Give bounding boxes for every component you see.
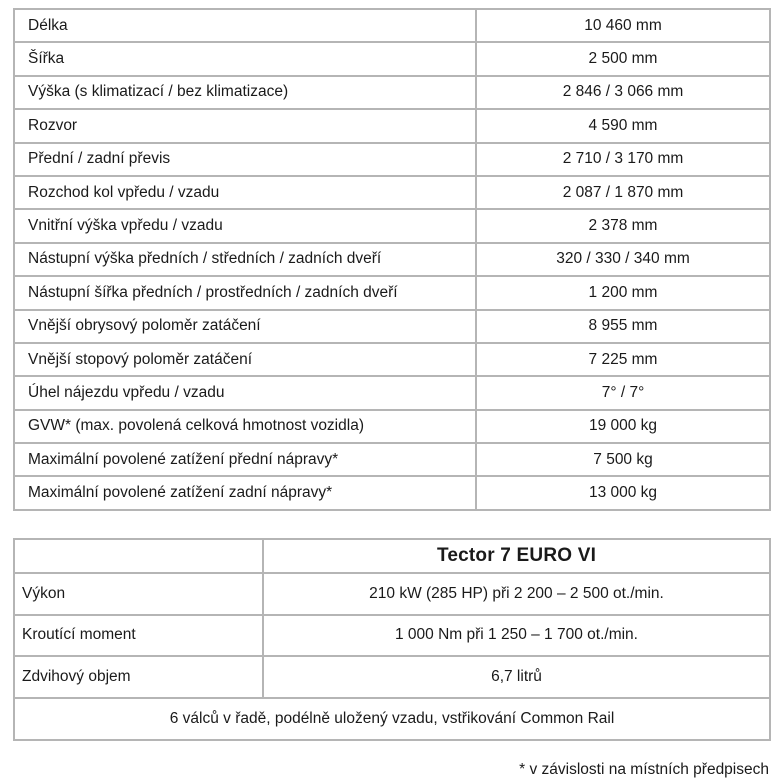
engine-title: Tector 7 EURO VI xyxy=(263,539,770,573)
table-row xyxy=(14,443,770,476)
row-label: Maximální povolené zatížení přední nápravy* xyxy=(14,443,476,476)
table-row xyxy=(14,42,770,75)
row-value: 7 500 kg xyxy=(476,443,770,476)
row-label: Maximální povolené zatížení zadní nápravy* xyxy=(14,476,476,509)
row-value: 1 200 mm xyxy=(476,276,770,309)
row-label: Šířka xyxy=(14,42,476,75)
row-value: 2 378 mm xyxy=(476,209,770,242)
engine-table xyxy=(13,538,771,741)
row-label: GVW* (max. povolená celková hmotnost vozidla) xyxy=(14,410,476,443)
row-label: Kroutící moment xyxy=(14,615,263,657)
table-row xyxy=(14,176,770,209)
engine-header-row xyxy=(14,539,770,573)
table-row xyxy=(14,476,770,509)
table-row xyxy=(14,9,770,42)
table-row xyxy=(14,343,770,376)
table-row xyxy=(14,615,770,657)
row-value: 10 460 mm xyxy=(476,9,770,42)
row-value: 2 846 / 3 066 mm xyxy=(476,76,770,109)
row-label: Rozchod kol vpředu / vzadu xyxy=(14,176,476,209)
row-value: 2 087 / 1 870 mm xyxy=(476,176,770,209)
table-row xyxy=(14,209,770,242)
row-value: 13 000 kg xyxy=(476,476,770,509)
row-label: Rozvor xyxy=(14,109,476,142)
row-label: Vnější obrysový poloměr zatáčení xyxy=(14,310,476,343)
footnote: * v závislosti na místních předpisech xyxy=(519,761,769,778)
row-label: Úhel nájezdu vpředu / vzadu xyxy=(14,376,476,409)
row-value: 1 000 Nm při 1 250 – 1 700 ot./min. xyxy=(263,615,770,657)
table-row xyxy=(14,76,770,109)
row-value: 6,7 litrů xyxy=(263,656,770,698)
row-label: Vnitřní výška vpředu / vzadu xyxy=(14,209,476,242)
table-row xyxy=(14,276,770,309)
header-empty-cell xyxy=(14,539,263,573)
row-label: Nástupní šířka předních / prostředních / zadních dveří xyxy=(14,276,476,309)
table-row xyxy=(14,376,770,409)
dimensions-table xyxy=(13,8,771,511)
table-row xyxy=(14,109,770,142)
row-label: Výška (s klimatizací / bez klimatizace) xyxy=(14,76,476,109)
row-label: Přední / zadní převis xyxy=(14,143,476,176)
table-row xyxy=(14,310,770,343)
row-value: 4 590 mm xyxy=(476,109,770,142)
table-row xyxy=(14,243,770,276)
row-value: 19 000 kg xyxy=(476,410,770,443)
row-value: 8 955 mm xyxy=(476,310,770,343)
row-value: 2 710 / 3 170 mm xyxy=(476,143,770,176)
row-value: 2 500 mm xyxy=(476,42,770,75)
engine-footer-row xyxy=(14,698,770,740)
row-value: 7° / 7° xyxy=(476,376,770,409)
table-row xyxy=(14,573,770,615)
row-label: Výkon xyxy=(14,573,263,615)
engine-footer-text: 6 válců v řadě, podélně uložený vzadu, vstřikování Common Rail xyxy=(14,698,770,740)
row-value: 210 kW (285 HP) při 2 200 – 2 500 ot./min. xyxy=(263,573,770,615)
row-value: 320 / 330 / 340 mm xyxy=(476,243,770,276)
table-row xyxy=(14,143,770,176)
row-label: Nástupní výška předních / středních / zadních dveří xyxy=(14,243,476,276)
row-label: Délka xyxy=(14,9,476,42)
row-label: Zdvihový objem xyxy=(14,656,263,698)
table-row xyxy=(14,656,770,698)
row-label: Vnější stopový poloměr zatáčení xyxy=(14,343,476,376)
row-value: 7 225 mm xyxy=(476,343,770,376)
table-row xyxy=(14,410,770,443)
